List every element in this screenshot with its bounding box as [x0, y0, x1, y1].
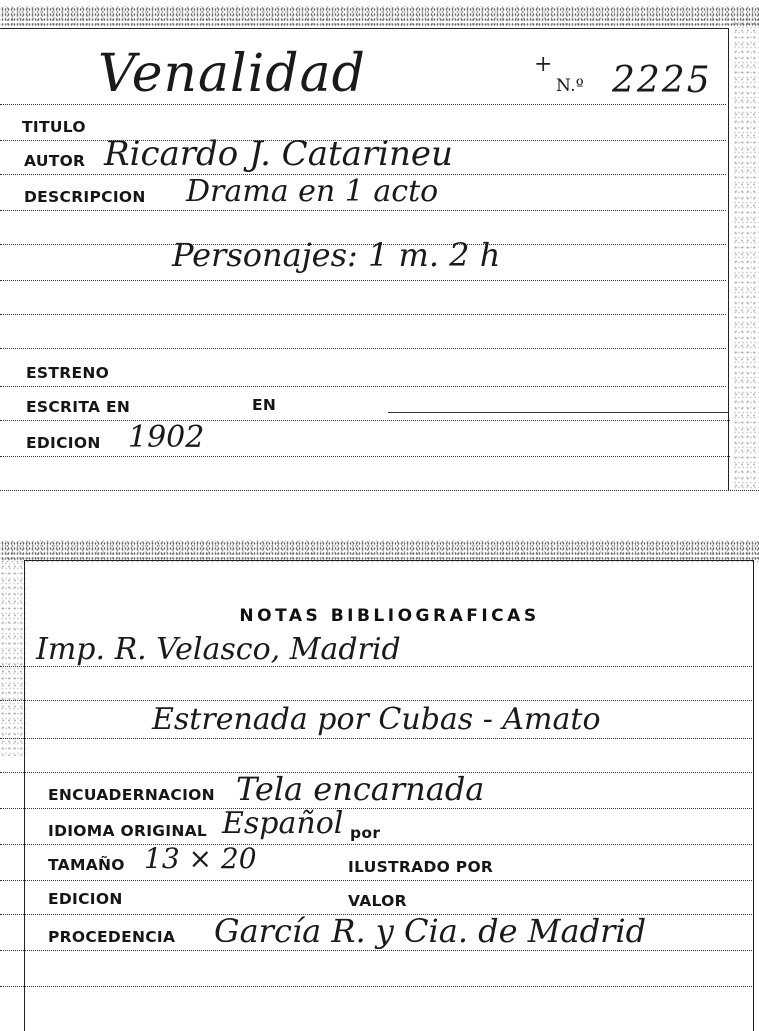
note-rule-1 — [0, 666, 752, 667]
title-rule — [0, 104, 726, 105]
note-line-2: Estrenada por Cubas - Amato — [152, 702, 601, 737]
en-solid-rule — [388, 412, 728, 413]
catalog-card-bottom — [0, 536, 759, 1028]
valor-label: VALOR — [348, 892, 407, 910]
procedencia-value: García R. y Cia. de Madrid — [214, 912, 647, 950]
note-line-1: Imp. R. Velasco, Madrid — [36, 632, 401, 667]
edicion-label-2: EDICION — [48, 890, 123, 908]
procedencia-rule — [0, 950, 752, 951]
encuadernacion-value: Tela encarnada — [236, 770, 485, 808]
title-value: Venalidad — [98, 44, 366, 104]
idioma-label: IDIOMA ORIGINAL — [48, 822, 208, 840]
number-label: N.º — [556, 76, 585, 96]
tamano-rule — [0, 880, 752, 881]
scan-noise-top — [0, 6, 759, 26]
descripcion-label: DESCRIPCION — [24, 188, 146, 206]
en-label: EN — [252, 396, 277, 414]
edicion-rule — [0, 456, 730, 457]
procedencia-label: PROCEDENCIA — [48, 928, 176, 946]
edicion-label: EDICION — [26, 434, 101, 452]
titulo-label: TITULO — [22, 118, 86, 136]
autor-value: Ricardo J. Catarineu — [104, 134, 453, 174]
blank-rule-4 — [0, 348, 726, 349]
encuadernacion-rule — [0, 808, 752, 809]
notas-heading: NOTAS BIBLIOGRAFICAS — [239, 606, 540, 626]
descripcion-rule — [0, 210, 726, 211]
plus-mark: + — [534, 52, 553, 77]
scan-noise-left — [0, 556, 26, 756]
escrita-en-label: ESCRITA EN — [26, 398, 131, 416]
autor-label: AUTOR — [24, 152, 86, 170]
idioma-value: Español — [222, 806, 344, 841]
personajes-value: Personajes: 1 m. 2 h — [172, 236, 501, 274]
catalog-card-top — [0, 0, 759, 500]
descripcion-value: Drama en 1 acto — [186, 174, 439, 209]
number-value: 2225 — [612, 60, 712, 101]
blank-rule-5 — [0, 986, 752, 987]
tamano-label: TAMAÑO — [48, 856, 125, 874]
note-rule-2 — [0, 700, 752, 701]
estreno-rule — [0, 386, 726, 387]
blank-rule-3 — [0, 314, 726, 315]
scan-noise-right — [733, 20, 759, 490]
scan-noise-top-2 — [0, 540, 759, 562]
escrita-rule — [0, 420, 730, 421]
tamano-value: 13 × 20 — [144, 842, 257, 875]
por-label: por — [350, 824, 381, 842]
estreno-label: ESTRENO — [26, 364, 110, 382]
ilustrado-label: ILUSTRADO POR — [348, 858, 494, 876]
idioma-rule — [0, 844, 752, 845]
note-rule-3 — [0, 738, 752, 739]
encuadernacion-label: ENCUADERNACION — [48, 786, 215, 804]
blank-rule-2 — [0, 280, 726, 281]
edicion-value: 1902 — [128, 420, 205, 455]
bottom-rule-top-card — [0, 490, 759, 491]
